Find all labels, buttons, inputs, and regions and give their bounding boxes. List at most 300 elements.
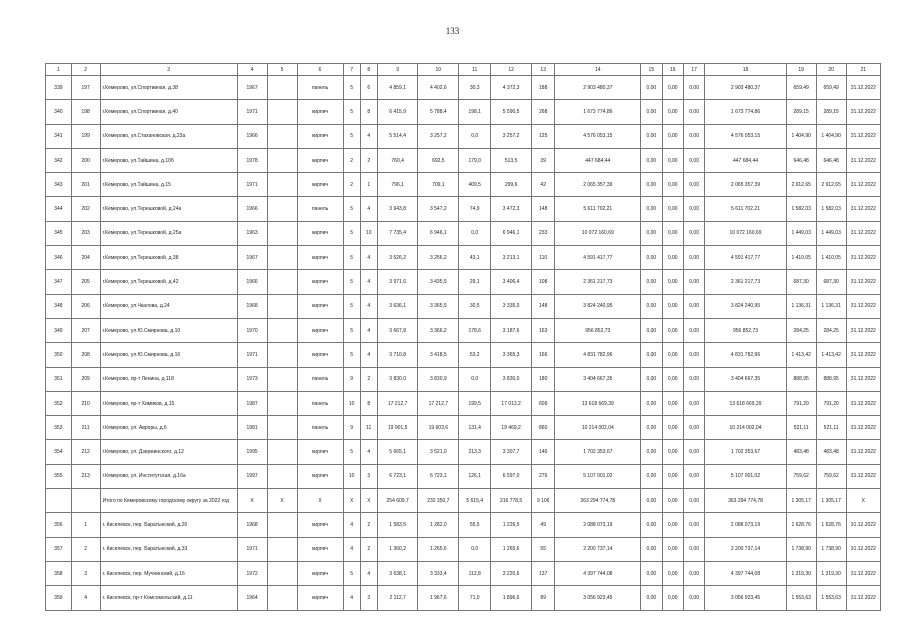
table-cell: 31.12.2022 (846, 294, 880, 318)
address-cell: г.Кемерово, ул.Терешковой, д.25а (100, 221, 237, 245)
table-cell: 1 738,90 (786, 537, 816, 561)
table-cell: 0,00 (641, 489, 662, 513)
table-cell: 4 397 744,08 (555, 561, 641, 585)
table-cell: 0,00 (683, 561, 704, 585)
table-cell: 0,00 (683, 367, 704, 391)
table-cell: 447 684,44 (555, 148, 641, 172)
column-number: 6 (297, 64, 343, 76)
table-cell: 1967 (237, 246, 267, 270)
table-cell: 1978 (237, 148, 267, 172)
table-cell: панель (297, 367, 343, 391)
table-cell: 146 (531, 440, 555, 464)
table-cell: 6 415,9 (377, 100, 418, 124)
table-cell (267, 343, 297, 367)
table-cell: 4 576 053,15 (705, 124, 786, 148)
table-cell (267, 246, 297, 270)
table-cell: 6 946,1 (418, 221, 459, 245)
table-cell: 4 (360, 561, 377, 585)
table-cell: 31.12.2022 (846, 416, 880, 440)
table-cell: 0,00 (662, 294, 683, 318)
table-cell: 0,00 (683, 440, 704, 464)
table-cell: 2 112,7 (377, 586, 418, 610)
table-cell: 10 214 002,04 (555, 416, 641, 440)
table-row (46, 124, 881, 148)
column-number: 11 (459, 64, 491, 76)
column-number: 10 (418, 64, 459, 76)
table-cell: 3 710,8 (377, 343, 418, 367)
table-cell: 5 611 702,21 (555, 197, 641, 221)
table-cell: 3 404 667,35 (555, 367, 641, 391)
table-cell: 289,15 (816, 100, 846, 124)
table-cell: 31.12.2022 (846, 318, 880, 342)
table-cell: 1 265,6 (418, 537, 459, 561)
table-cell: 2 912,65 (816, 173, 846, 197)
table-cell: кирпич (297, 561, 343, 585)
table-cell: 2 (343, 148, 360, 172)
table-cell: 860 (531, 416, 555, 440)
column-number: 1 (46, 64, 72, 76)
table-cell: 1 738,90 (816, 537, 846, 561)
table-cell: 2 (360, 148, 377, 172)
table-cell: 1968 (237, 513, 267, 537)
table-cell: 791,20 (786, 391, 816, 415)
table-cell: 4 (360, 343, 377, 367)
table-cell: 199,5 (459, 391, 491, 415)
table-cell: 3 638,1 (377, 561, 418, 585)
table-cell: 4 (360, 246, 377, 270)
table-cell: 692,5 (418, 148, 459, 172)
table-cell: 5 (343, 343, 360, 367)
table-cell: 42 (531, 173, 555, 197)
table-cell: 349 (46, 318, 72, 342)
table-cell: 1 702 353,67 (555, 440, 641, 464)
table-cell: 521,11 (816, 416, 846, 440)
table-cell: 207 (71, 318, 100, 342)
table-cell: 888,95 (786, 367, 816, 391)
column-number: 16 (662, 64, 683, 76)
table-cell: 31.12.2022 (846, 513, 880, 537)
table-cell: 31.12.2022 (846, 76, 880, 100)
table-cell: 2 200 737,14 (705, 537, 786, 561)
table-cell: 0,00 (662, 586, 683, 610)
table-cell: 0,00 (683, 537, 704, 561)
table-cell: 13 618 669,39 (555, 391, 641, 415)
table-cell: 216 778,5 (491, 489, 532, 513)
table-cell: 4 (360, 124, 377, 148)
table-cell: 363 294 774,78 (705, 489, 786, 513)
table-cell (267, 440, 297, 464)
table-cell: 1971 (237, 537, 267, 561)
table-cell (267, 173, 297, 197)
table-cell: 5 (343, 197, 360, 221)
header-row (46, 64, 881, 76)
address-cell: г. Киселевск, пер. Мучнинский, д.16 (100, 561, 237, 585)
table-cell: 447 684,44 (705, 148, 786, 172)
table-cell: 0,00 (641, 100, 662, 124)
table-cell: кирпич (297, 124, 343, 148)
column-number: 7 (343, 64, 360, 76)
table-cell: 2 (343, 173, 360, 197)
table-cell: 3 (360, 586, 377, 610)
table-row (46, 440, 881, 464)
table-cell: 179,0 (459, 148, 491, 172)
table-cell: 0,00 (683, 343, 704, 367)
table-cell (267, 464, 297, 488)
table-cell: 760,4 (377, 148, 418, 172)
table-cell: 0,00 (683, 124, 704, 148)
table-cell: 31.12.2022 (846, 464, 880, 488)
table-cell: 55 (531, 537, 555, 561)
table-cell: 10 (343, 464, 360, 488)
table-cell: 1966 (237, 124, 267, 148)
table-cell: 0,00 (641, 124, 662, 148)
table-cell: 1 (360, 173, 377, 197)
table-row (46, 343, 881, 367)
table-cell: 1 553,63 (816, 586, 846, 610)
table-cell: 17 212,7 (418, 391, 459, 415)
table-cell: 4 (360, 197, 377, 221)
table-row (46, 197, 881, 221)
table-cell: кирпич (297, 246, 343, 270)
column-number: 21 (846, 64, 880, 76)
table-cell: 1 702 353,67 (705, 440, 786, 464)
table-cell: 0,00 (683, 197, 704, 221)
table-cell: 198 (71, 100, 100, 124)
table-cell: 1973 (237, 367, 267, 391)
table-row (46, 100, 881, 124)
table-cell: 0,00 (662, 489, 683, 513)
column-number: 5 (267, 64, 297, 76)
table-cell: 357 (46, 537, 72, 561)
table-cell: 31.12.2022 (846, 124, 880, 148)
table-row (46, 391, 881, 415)
table-cell: 0,00 (683, 318, 704, 342)
table-cell: панель (297, 197, 343, 221)
table-cell: 43,1 (459, 246, 491, 270)
address-cell: г.Кемерово, ул. Авроры, д.6 (100, 416, 237, 440)
table-cell: 3 307,7 (491, 440, 532, 464)
table-cell: 163 (531, 318, 555, 342)
table-cell: 208 (71, 343, 100, 367)
table-cell: 5 788,4 (418, 100, 459, 124)
table-cell: 0,00 (662, 440, 683, 464)
table-cell: 0,00 (683, 586, 704, 610)
table-cell: 3 943,8 (377, 197, 418, 221)
table-cell (267, 148, 297, 172)
table-cell: 126,1 (459, 464, 491, 488)
table-cell: 1 628,76 (816, 513, 846, 537)
table-cell: 646,48 (816, 148, 846, 172)
table-cell: 2 912,65 (786, 173, 816, 197)
table-cell: 0,00 (683, 391, 704, 415)
table-cell (267, 513, 297, 537)
table-cell: 0,00 (641, 343, 662, 367)
table-cell: 19 469,2 (491, 416, 532, 440)
table-cell (267, 537, 297, 561)
table-cell: 2 088 073,19 (705, 513, 786, 537)
table-cell: 205 (71, 270, 100, 294)
table-cell: 0,00 (641, 440, 662, 464)
table-cell: 2 (360, 537, 377, 561)
table-cell (46, 489, 72, 513)
table-cell (267, 221, 297, 245)
column-number: 20 (816, 64, 846, 76)
table-cell: 200 (71, 148, 100, 172)
column-number: 4 (237, 64, 267, 76)
table-cell: 5 665,1 (377, 440, 418, 464)
table-row (46, 294, 881, 318)
address-cell: г.Кемерово, ул.Стахановская, д.23а (100, 124, 237, 148)
table-cell: 0,00 (662, 246, 683, 270)
address-cell: г.Кемерово, ул.Тайшина, д.15 (100, 173, 237, 197)
table-cell: 340 (46, 100, 72, 124)
table-cell (267, 561, 297, 585)
table-cell: 1966 (237, 197, 267, 221)
table-cell: 5 107 001,02 (705, 464, 786, 488)
table-cell: 0,00 (641, 197, 662, 221)
table-cell: 339 (46, 76, 72, 100)
table-cell: 0,00 (641, 391, 662, 415)
table-cell: 0,00 (641, 246, 662, 270)
table-cell: 1 413,42 (816, 343, 846, 367)
table-cell: 0,00 (641, 416, 662, 440)
table-cell: кирпич (297, 318, 343, 342)
table-cell: 198,1 (459, 100, 491, 124)
table-row (46, 367, 881, 391)
table-cell: 1 673 774,86 (555, 100, 641, 124)
table-cell: 5 (343, 246, 360, 270)
table-cell (267, 76, 297, 100)
table-cell: 213 (71, 464, 100, 488)
address-cell: г.Кемерово, ул.Ю.Смирнова, д.16 (100, 343, 237, 367)
table-cell: 350 (46, 343, 72, 367)
table-cell: 3 406,4 (491, 270, 532, 294)
table-cell: 2 361 217,73 (555, 270, 641, 294)
address-cell: г.Кемерово, ул. Институтская, д.16а (100, 464, 237, 488)
table-cell (71, 489, 100, 513)
table-cell: 3 365,5 (418, 294, 459, 318)
table-cell: 2 (360, 367, 377, 391)
table-cell: 148 (531, 197, 555, 221)
table-cell: 3 366,2 (418, 318, 459, 342)
table-cell: 1971 (237, 100, 267, 124)
address-cell: г. Киселевск, пер. Баратынский, д.20 (100, 513, 237, 537)
table-cell: 31.12.2022 (846, 391, 880, 415)
table-cell: 7 735,4 (377, 221, 418, 245)
table-cell: 5 514,4 (377, 124, 418, 148)
table-cell: 0,00 (641, 148, 662, 172)
table-cell: 1 967,6 (418, 586, 459, 610)
table-cell: 1 449,03 (816, 221, 846, 245)
table-cell: 0,00 (683, 513, 704, 537)
address-cell: Итого по Кемеровскому городскому округу за 2022 год (100, 489, 237, 513)
table-cell: 5 107 001,02 (555, 464, 641, 488)
table-cell: 3 971,6 (377, 270, 418, 294)
table-cell: 212 (71, 440, 100, 464)
table-row (46, 513, 881, 537)
table-cell: 3 333,4 (418, 561, 459, 585)
table-cell: 9 106 (531, 489, 555, 513)
table-cell: X (360, 489, 377, 513)
table-cell: 0,00 (662, 221, 683, 245)
table-cell: 3 257,2 (491, 124, 532, 148)
table-cell: 0,00 (641, 221, 662, 245)
column-number: 14 (555, 64, 641, 76)
table-cell: 180 (531, 367, 555, 391)
table-cell: 0,0 (459, 124, 491, 148)
table-cell: 483,48 (816, 440, 846, 464)
table-cell: 31.12.2022 (846, 173, 880, 197)
table-cell: панель (297, 76, 343, 100)
table-cell: 13 618 669,39 (705, 391, 786, 415)
table-cell: 3 526,2 (377, 246, 418, 270)
table-cell: 29,1 (459, 270, 491, 294)
column-number: 2 (71, 64, 100, 76)
table-cell: 1968 (237, 294, 267, 318)
table-cell: 31.12.2022 (846, 586, 880, 610)
address-cell: г. Киселевск, пер. Баратынский, д.33 (100, 537, 237, 561)
table-cell: 353 (46, 416, 72, 440)
table-cell: 1995 (237, 440, 267, 464)
table-cell: 71,0 (459, 586, 491, 610)
table-cell: 0,00 (662, 391, 683, 415)
table-cell: 356 (46, 513, 72, 537)
table-cell: 3 056 923,45 (705, 586, 786, 610)
table-cell: 2 (71, 537, 100, 561)
table-cell (267, 586, 297, 610)
table-cell: 3 257,2 (418, 124, 459, 148)
table-cell: 1972 (237, 561, 267, 585)
table-cell: 0,00 (662, 416, 683, 440)
table-cell: 125 (531, 124, 555, 148)
table-cell: 5 (343, 100, 360, 124)
table-cell: 0,00 (683, 148, 704, 172)
table-cell: 1 305,17 (816, 489, 846, 513)
table-cell: 1 404,90 (786, 124, 816, 148)
column-number: 12 (491, 64, 532, 76)
table-cell: 2 065 357,39 (555, 173, 641, 197)
table-cell: 108 (531, 270, 555, 294)
table-cell: 4 (360, 440, 377, 464)
column-number: 8 (360, 64, 377, 76)
table-cell: 1963 (237, 221, 267, 245)
table-cell: 4 831 782,96 (705, 343, 786, 367)
table-cell: 0,00 (641, 561, 662, 585)
table-cell: 3 435,5 (418, 270, 459, 294)
table-cell: 3 335,0 (491, 294, 532, 318)
table-cell: 1 136,31 (816, 294, 846, 318)
table-cell: 31.12.2022 (846, 197, 880, 221)
table-cell: 3 830,0 (377, 367, 418, 391)
table-cell: 1971 (237, 343, 267, 367)
table-cell (267, 318, 297, 342)
table-cell: 5 590,5 (491, 100, 532, 124)
table-cell: 30,5 (459, 294, 491, 318)
table-cell: 687,30 (816, 270, 846, 294)
table-cell: 3 056 923,45 (555, 586, 641, 610)
address-cell: г.Кемерово, ул.Чкалова, д.24 (100, 294, 237, 318)
table-cell: кирпич (297, 586, 343, 610)
table-cell: 0,00 (662, 367, 683, 391)
table-cell: 521,11 (786, 416, 816, 440)
address-cell: г.Кемерово, ул.Ю.Смирнова, д.10 (100, 318, 237, 342)
table-cell: 0,00 (641, 537, 662, 561)
table-cell: 3 830,9 (418, 367, 459, 391)
table-cell: 0,00 (641, 464, 662, 488)
address-cell: г.Кемерово, ул.Терешковой, д.42 (100, 270, 237, 294)
table-cell: 204 (71, 246, 100, 270)
table-cell: 1997 (237, 464, 267, 488)
table-cell: кирпич (297, 464, 343, 488)
table-cell: 791,20 (816, 391, 846, 415)
address-cell: г.Кемерово, ул.Спортивная, д.40 (100, 100, 237, 124)
table-cell: 3 404 667,35 (705, 367, 786, 391)
table-cell: 3 472,3 (491, 197, 532, 221)
table-cell: кирпич (297, 513, 343, 537)
table-row (46, 561, 881, 585)
table-cell: 659,49 (786, 76, 816, 100)
table-cell: 3 (360, 464, 377, 488)
table-cell: X (237, 489, 267, 513)
table-cell: 0,00 (662, 173, 683, 197)
table-cell: 1 226,5 (491, 513, 532, 537)
table-cell: 1964 (237, 586, 267, 610)
table-cell (267, 416, 297, 440)
table-cell (267, 367, 297, 391)
table-cell: 956 852,73 (555, 318, 641, 342)
table-cell: 687,30 (786, 270, 816, 294)
table-cell: 6 723,1 (418, 464, 459, 488)
table-cell: 2 200 737,14 (555, 537, 641, 561)
table-cell: 1 265,6 (491, 537, 532, 561)
table-cell: 1 413,42 (786, 343, 816, 367)
table-cell: 31.12.2022 (846, 343, 880, 367)
table-cell: 5 615,4 (459, 489, 491, 513)
table-cell: 0,00 (683, 100, 704, 124)
table-cell: 0,00 (683, 489, 704, 513)
table-cell: 3 824 240,95 (555, 294, 641, 318)
table-cell: 1 305,17 (786, 489, 816, 513)
table-cell: 358 (46, 561, 72, 585)
table-cell: 8 (360, 391, 377, 415)
table-cell (267, 197, 297, 221)
table-cell: кирпич (297, 100, 343, 124)
table-cell: 4 (343, 513, 360, 537)
table-cell: 197 (71, 76, 100, 100)
table-cell: 759,62 (786, 464, 816, 488)
table-cell: 0,00 (662, 148, 683, 172)
table-cell: 201 (71, 173, 100, 197)
table-cell: кирпич (297, 294, 343, 318)
table-cell: 30,3 (459, 76, 491, 100)
table-cell: 6 723,1 (377, 464, 418, 488)
table-cell: 4 372,3 (491, 76, 532, 100)
table-cell: 0,00 (641, 586, 662, 610)
table-cell: 210 (71, 391, 100, 415)
table-cell: 513,5 (491, 148, 532, 172)
table-cell: 202 (71, 197, 100, 221)
table-cell: 3 213,1 (491, 246, 532, 270)
table-cell: панель (297, 416, 343, 440)
table-row (46, 464, 881, 488)
table-cell: 31.12.2022 (846, 100, 880, 124)
table-row (46, 537, 881, 561)
table-row (46, 148, 881, 172)
table-cell: 409,5 (459, 173, 491, 197)
table-cell: 4 (343, 537, 360, 561)
table-cell: 0,00 (662, 343, 683, 367)
table-cell: 0,00 (683, 294, 704, 318)
